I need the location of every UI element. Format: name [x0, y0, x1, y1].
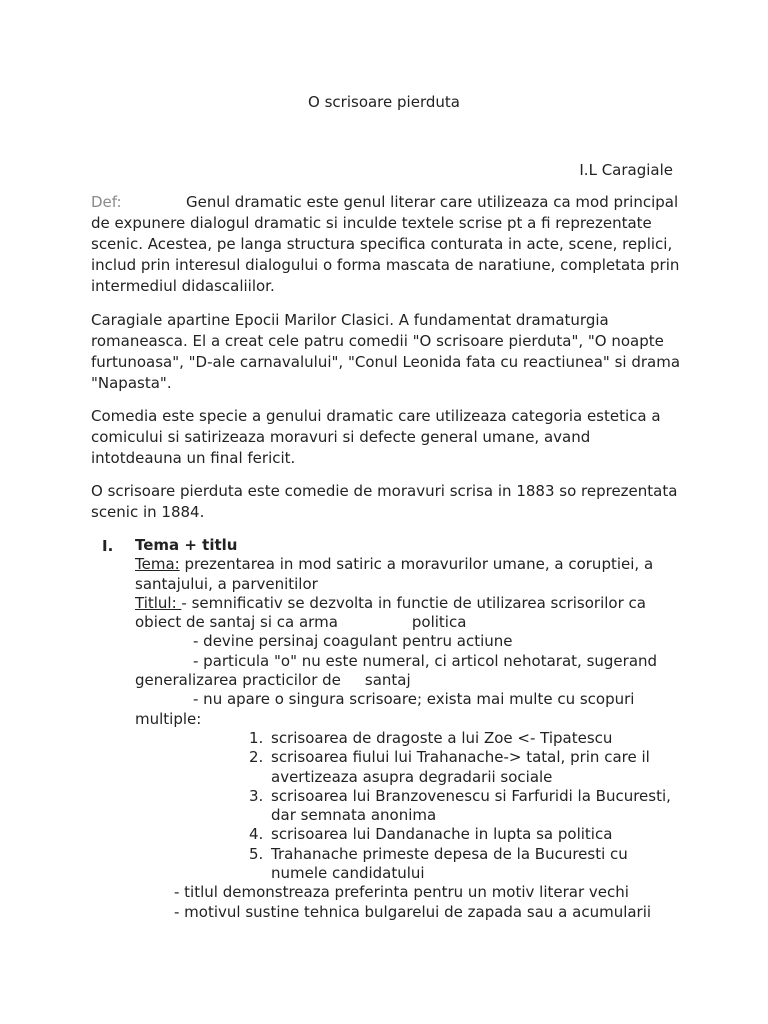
- line-particula-end: santaj: [364, 671, 411, 690]
- section-tema-titlu: [135, 536, 675, 922]
- list-item: [249, 729, 675, 748]
- list-item-text: scrisoarea de dragoste a lui Zoe <- Tipatescu: [271, 728, 613, 747]
- document-author: I.L Caragiale: [579, 161, 673, 179]
- list-item: [249, 825, 675, 844]
- section-number: I.: [102, 537, 114, 555]
- scrisori-list: [135, 729, 675, 883]
- list-item-text: scrisoarea fiului lui Trahanache-> tatal, prin care il avertizeaza asupra degradarii sociale: [271, 748, 650, 786]
- list-item-text: scrisoarea lui Dandanache in lupta sa politica: [271, 825, 613, 844]
- dash-line-motiv: - titlul demonstreaza preferinta pentru un motiv literar vechi: [174, 883, 629, 902]
- document-title: O scrisoare pierduta: [308, 93, 460, 111]
- list-item-number: 4.: [249, 825, 264, 844]
- list-item: [249, 845, 675, 884]
- list-item-number: 3.: [249, 786, 264, 805]
- tema-label: Tema:: [135, 555, 180, 574]
- tema-text: prezentarea in mod satiric a moravurilor umane, a coruptiei, a santajului, a parvenitilor: [135, 555, 654, 593]
- list-item-number: 2.: [249, 748, 264, 767]
- line-particula-text: - particula "o" nu este numeral, ci articol nehotarat, sugerand generalizarea practicilor de: [135, 651, 658, 690]
- section-title: Tema + titlu: [135, 536, 238, 554]
- list-item-text: Trahanache primeste depesa de la Bucuresti cu numele candidatului: [271, 844, 628, 883]
- titlul-text: - semnificativ se dezvolta in functie de utilizarea scrisorilor ca obiect de santaj si ca arma: [135, 593, 646, 632]
- list-item-number: 1.: [249, 728, 264, 747]
- list-item: [249, 748, 675, 787]
- line-particula: [135, 652, 675, 691]
- def-label: Def:: [91, 193, 122, 211]
- titlul-line: [135, 594, 675, 633]
- list-item: [249, 787, 675, 826]
- titlul-text-end: politica: [411, 613, 467, 632]
- line-personaj: - devine persinaj coagulant pentru actiune: [193, 632, 513, 651]
- paragraph-definition-text: Genul dramatic este genul literar care utilizeaza ca mod principal de expunere dialogul dramatic si inculde textele scrise pt a fi reprezentate scenic. Acestea, pe langa structura specifica conturata in acte, scene, replici, includ prin interesul dialogului o forma mascata de naratiune, completata prin intermediul didascaliilor.: [91, 193, 680, 295]
- list-item-number: 5.: [249, 844, 264, 863]
- paragraph-scrisoare: O scrisoare pierduta este comedie de moravuri scrisa in 1883 so reprezentata scenic in 1884.: [91, 482, 678, 521]
- line-nu-apare: [135, 690, 675, 729]
- paragraph-definition: [91, 192, 681, 297]
- paragraph-caragiale: Caragiale apartine Epocii Marilor Clasici. A fundamentat dramaturgia romaneasca. El a creat cele patru comedii "O scrisoare pierduta", "O noapte furtunoasa", "D-ale carnavalului", "Conul Leonida fata cu reactiunea" si drama "Napasta".: [91, 311, 681, 392]
- tema-line: [135, 555, 675, 594]
- titlul-label: Titlul:: [135, 593, 182, 612]
- paragraph-comedia: Comedia este specie a genului dramatic care utilizeaza categoria estetica a comicului si satirizeaza moravuri si defecte general umane, avand intotdeauna un final fericit.: [91, 407, 661, 467]
- dash-line-tehnica: - motivul sustine tehnica bulgarelui de zapada sau a acumularii: [174, 902, 652, 921]
- list-item-text: scrisoarea lui Branzovenescu si Farfuridi la Bucuresti, dar semnata anonima: [271, 786, 671, 825]
- line-nu-apare-text: - nu apare o singura scrisoare; exista mai multe cu scopuri multiple:: [135, 690, 635, 728]
